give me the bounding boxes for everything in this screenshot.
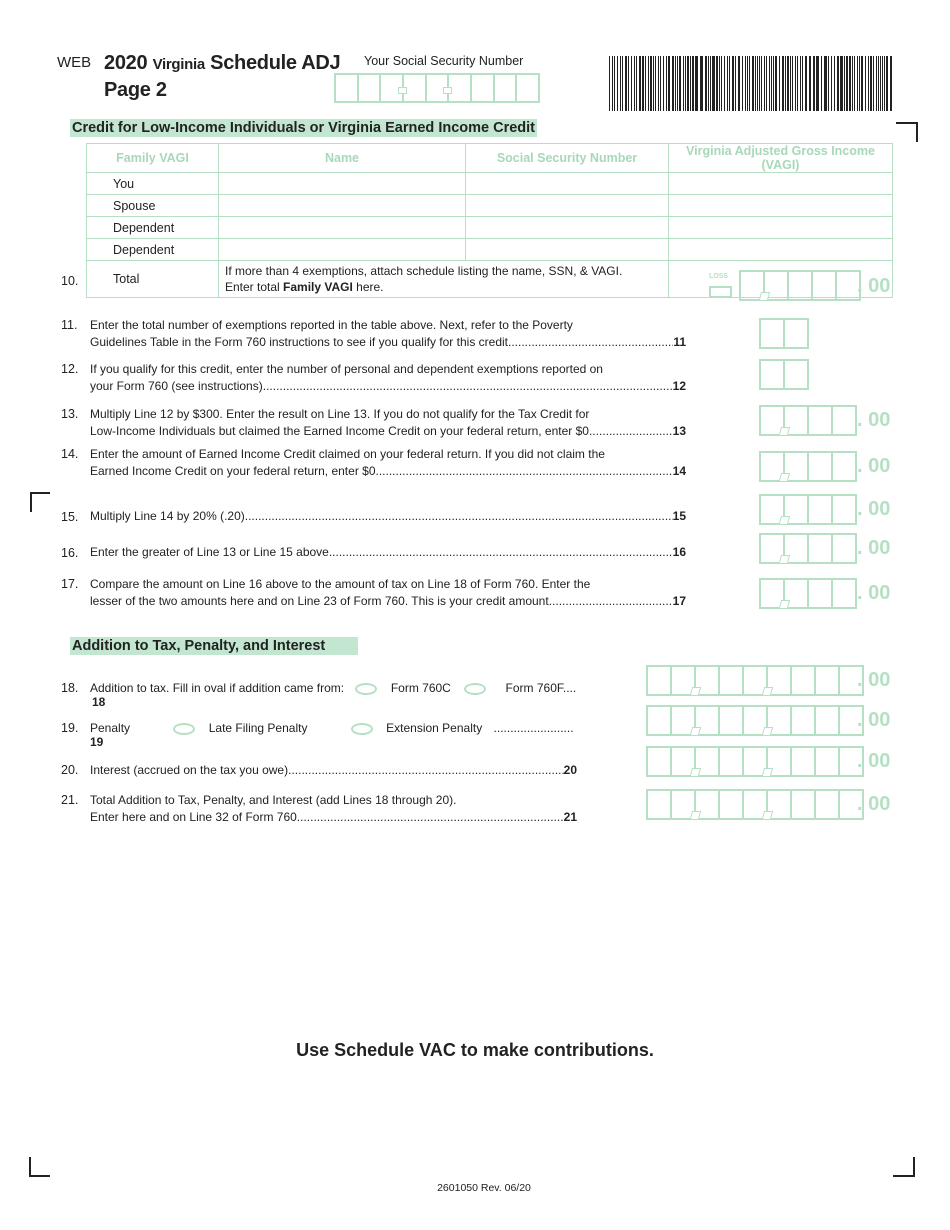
line-16-text2: Enter the greater of Line 13 or Line 15 above. [90, 545, 333, 559]
line-10-amount-input[interactable] [739, 270, 861, 301]
col-name: Name [219, 144, 466, 173]
table-row [87, 173, 893, 195]
line-16-ref: 16 [672, 545, 686, 559]
total-note [219, 261, 669, 298]
line-21-amount-input[interactable] [646, 789, 864, 820]
form-schedule: Schedule ADJ [210, 52, 341, 74]
line-19-number: 19. [61, 721, 79, 735]
contribution-message: Use Schedule VAC to make contributions. [296, 1040, 654, 1060]
line-20-cents: . 00 [857, 750, 891, 772]
line-14-number: 14. [61, 447, 79, 461]
line-21-text [90, 792, 577, 826]
line-20-number: 20. [61, 763, 79, 777]
col-ssn: Social Security Number [466, 144, 669, 173]
ssn-field[interactable] [466, 173, 669, 195]
line-12-ref: 12 [672, 379, 686, 393]
form-year: 2020 [104, 52, 148, 74]
line-14-text2: Earned Income Credit on your federal return, enter $0. [90, 464, 379, 478]
line-11-text1: Enter the total number of exemptions reported in the table above. Next, refer to the Poverty [90, 318, 573, 332]
line-15-cents: . 00 [857, 498, 891, 520]
line-20-ref: 20 [563, 763, 577, 777]
line-16-number: 16. [61, 546, 79, 560]
line-14-amount-input[interactable] [759, 451, 857, 482]
line-10-number: 10. [61, 274, 79, 288]
line-11-text [90, 317, 686, 351]
line-21-text2: Enter here and on Line 32 of Form 760. [90, 810, 301, 824]
table-row [87, 217, 893, 239]
line-18-dots: .... [562, 681, 577, 695]
line-18-amount-input[interactable] [646, 665, 864, 696]
line-21-cents: . 00 [857, 793, 891, 815]
line-14-ref: 14 [672, 464, 686, 478]
col-family-vagi: Family VAGI [87, 144, 219, 173]
crop-mark-mid-left [30, 492, 50, 494]
line-18-label: Addition to tax. Fill in oval if addition came from: [90, 681, 345, 695]
loss-label: LOSS [709, 273, 729, 280]
form-title [104, 52, 340, 75]
loss-oval[interactable] [709, 286, 732, 298]
ssn-input[interactable] [334, 73, 540, 103]
oval-form-760c[interactable] [355, 683, 377, 695]
form-code: 2601050 Rev. 06/20 [437, 1182, 531, 1194]
line-11-input[interactable] [759, 318, 809, 349]
ssn-field[interactable] [466, 239, 669, 261]
line-16-cents: . 00 [857, 537, 891, 559]
line-12-number: 12. [61, 362, 79, 376]
line-18-text [90, 681, 580, 709]
line-20-text [90, 762, 577, 779]
crop-mark-top-right-v [916, 122, 918, 142]
line-13-number: 13. [61, 407, 79, 421]
line-17-ref: 17 [672, 594, 686, 608]
section-title-credit: Credit for Low-Income Individuals or Virginia Earned Income Credit [72, 120, 536, 136]
line-19-cents: . 00 [857, 709, 891, 731]
line-17-text1: Compare the amount on Line 16 above to the amount of tax on Line 18 of Form 760. Enter the [90, 577, 591, 591]
line-19-amount-input[interactable] [646, 705, 864, 736]
line-18-ref: 18 [92, 695, 106, 709]
table-row [87, 239, 893, 261]
line-19-label: Penalty [90, 721, 131, 735]
line-21-number: 21. [61, 793, 79, 807]
line-13-text1: Multiply Line 12 by $300. Enter the result on Line 13. If you do not qualify for the Tax Credit for [90, 407, 590, 421]
section-title-addition: Addition to Tax, Penalty, and Interest [70, 637, 358, 655]
line-19-dots: ........................ [493, 721, 574, 735]
crop-mark-bottom-right-v [913, 1157, 915, 1177]
crop-mark-bottom-right [893, 1175, 915, 1177]
line-10-cents: . 00 [857, 275, 891, 297]
line-17-number: 17. [61, 577, 79, 591]
line-14-text [90, 446, 686, 480]
total-note-pre: Enter total [225, 280, 284, 294]
row-label: Dependent [87, 217, 219, 239]
ssn-label: Your Social Security Number [364, 54, 524, 68]
vagi-field[interactable] [669, 217, 893, 239]
crop-mark-bottom-left [29, 1175, 50, 1177]
table-row [87, 195, 893, 217]
line-16-amount-input[interactable] [759, 533, 857, 564]
line-17-text [90, 576, 686, 610]
name-field[interactable] [219, 217, 466, 239]
line-13-text2: Low-Income Individuals but claimed the Earned Income Credit on your federal return, enter $0. [90, 424, 593, 438]
line-20-label: Interest (accrued on the tax you owe). [90, 763, 292, 777]
line-19-ref: 19 [90, 735, 104, 749]
name-field[interactable] [219, 195, 466, 217]
line-19-text [90, 721, 580, 749]
line-13-amount-input[interactable] [759, 405, 857, 436]
oval-form-760f[interactable] [464, 683, 486, 695]
total-label: Total [87, 261, 219, 298]
line-14-cents: . 00 [857, 455, 891, 477]
col-vagi: Virginia Adjusted Gross Income (VAGI) [669, 144, 893, 173]
ssn-field[interactable] [466, 195, 669, 217]
line-19-opt2: Extension Penalty [386, 721, 483, 735]
line-17-amount-input[interactable] [759, 578, 857, 609]
row-label: Spouse [87, 195, 219, 217]
line-15-text [90, 508, 686, 525]
line-18-number: 18. [61, 681, 79, 695]
vagi-field[interactable] [669, 195, 893, 217]
line-15-text2: Multiply Line 14 by 20% (.20). [90, 509, 249, 523]
total-note-line1: If more than 4 exemptions, attach schedule listing the name, SSN, & VAGI. [225, 264, 623, 278]
web-label: WEB [57, 54, 92, 71]
line-18-opt2: Form 760F [505, 681, 563, 695]
oval-late-filing-penalty[interactable] [173, 723, 195, 735]
oval-extension-penalty[interactable] [351, 723, 373, 735]
line-21-text1: Total Addition to Tax, Penalty, and Interest (add Lines 18 through 20). [90, 793, 457, 807]
vagi-field[interactable] [669, 173, 893, 195]
line-15-number: 15. [61, 510, 79, 524]
line-13-ref: 13 [672, 424, 686, 438]
line-17-text2: lesser of the two amounts here and on Line 23 of Form 760. This is your credit amount. [90, 594, 553, 608]
line-20-amount-input[interactable] [646, 746, 864, 777]
line-12-text [90, 361, 686, 395]
line-13-cents: . 00 [857, 409, 891, 431]
line-14-text1: Enter the amount of Earned Income Credit claimed on your federal return. If you did not claim the [90, 447, 605, 461]
page-number: Page 2 [104, 79, 167, 101]
line-11-number: 11. [61, 318, 78, 332]
line-16-text [90, 544, 686, 561]
line-12-input[interactable] [759, 359, 809, 390]
vagi-field[interactable] [669, 239, 893, 261]
line-18-opt1: Form 760C [390, 681, 451, 695]
line-11-text2: Guidelines Table in the Form 760 instructions to see if you qualify for this credit. [90, 335, 512, 349]
line-15-ref: 15 [672, 509, 686, 523]
name-field[interactable] [219, 239, 466, 261]
line-21-ref: 21 [563, 810, 577, 824]
line-17-cents: . 00 [857, 582, 891, 604]
ssn-field[interactable] [466, 217, 669, 239]
line-12-text1: If you qualify for this credit, enter the number of personal and dependent exemptions reported on [90, 362, 603, 376]
total-note-post: here. [352, 280, 384, 294]
crop-mark-bottom-left-v [29, 1157, 31, 1177]
barcode-image [609, 56, 892, 111]
line-15-amount-input[interactable] [759, 494, 857, 525]
line-12-text2: your Form 760 (see instructions). [90, 379, 267, 393]
row-label: You [87, 173, 219, 195]
line-11-ref: 11 [673, 335, 686, 349]
crop-mark-top-right [896, 122, 918, 124]
form-state: Virginia [152, 56, 205, 73]
row-label: Dependent [87, 239, 219, 261]
line-19-opt1: Late Filing Penalty [208, 721, 308, 735]
crop-mark-mid-left-v [30, 492, 32, 512]
line-18-cents: . 00 [857, 669, 891, 691]
line-13-text [90, 406, 686, 440]
name-field[interactable] [219, 173, 466, 195]
total-note-bold: Family VAGI [283, 280, 353, 294]
